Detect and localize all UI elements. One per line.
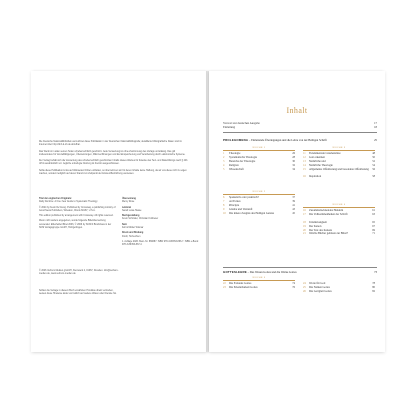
- chapter-page: 61: [372, 209, 375, 212]
- chapter-page: 80: [372, 285, 375, 289]
- toc-front-title: Vorwort zur deutschen Ausgabe: [223, 121, 260, 125]
- section-label: GOTTESLEHRE: [223, 270, 247, 274]
- chapter-title: Die innere Zeugnis des Heiligen Geistes: [229, 211, 275, 215]
- credit-text: Mercy Rose: [122, 201, 135, 204]
- toc-entry[interactable]: [303, 213, 375, 217]
- chapter-title: Die Namen Gottes: [309, 285, 330, 289]
- chapter-page: 54: [372, 163, 375, 167]
- credits-right-column: [122, 198, 199, 248]
- credit-label: Buchgestaltung: [122, 215, 140, 218]
- toc-front-page: 17: [374, 121, 377, 125]
- chapter-page: 65: [372, 220, 375, 224]
- credit-text: Wenn nicht anders angegeben, wurde folgende Bibelübersetzung verwendet: Elberfelder Bibel 2006, © 2006 by SCM R.Brockhaus in der SCM Verlagsgruppe GmbH, Holzgerlingen.: [39, 220, 112, 230]
- chapter-number: 23: [223, 285, 226, 289]
- credit-label: Lektorat: [122, 206, 132, 209]
- toc-title: Inhalt: [286, 106, 308, 115]
- chapter-page: 26: [292, 152, 295, 155]
- chapter-page: 52: [372, 159, 375, 163]
- copyright-block: [39, 141, 189, 176]
- chapter-page: 48: [372, 152, 375, 155]
- chapter-number: 4: [223, 163, 225, 167]
- chapter-number: 22: [223, 282, 226, 285]
- chapter-page: 69: [372, 228, 375, 232]
- chapter-number: 12: [303, 155, 306, 159]
- credit-text: 1. Auflage 2026. Best.-Nr. 866687. ISBN 978-3-86353-866-7. ISBN e-Book: 978-3-86353-867-4: [122, 240, 199, 247]
- chapter-number: 19: [303, 224, 306, 228]
- chapter-title: Allgemeine Offenbarung und besondere Offenbarung: [309, 167, 369, 171]
- chapter-title: Ad Fontes: [229, 199, 241, 203]
- toc-front-title: Einleitung: [223, 125, 236, 129]
- toc-front-page: 18: [374, 125, 377, 129]
- chapter-page: 41: [292, 203, 295, 207]
- chapter-title: Systematische Theologie: [229, 155, 257, 159]
- right-page: [209, 71, 385, 352]
- toc-front-row: [223, 125, 377, 129]
- chapter-title: Glaube und Vernunft: [229, 207, 253, 211]
- chapter-page: 58: [372, 175, 375, 179]
- chapter-title: Die Gottgleit Gottes: [309, 289, 332, 293]
- imprint-paragraph: Das Werk ist in allen seinen Teilen urheberrechtlich geschützt. Jede Verwertung ist ohne Zustimmung des Verlags unzulässig. Das gilt insbesondere für Vervielfältigungen, Übersetzungen, Mikroverfilmungen und die Einspeicherung und Verarbeitung durch elektronische Systeme.: [39, 150, 186, 156]
- chapter-title: Der Kanon: [309, 224, 322, 228]
- chapter-number: 7: [223, 199, 225, 203]
- divider: [223, 132, 377, 133]
- chapter-number: 1: [223, 152, 225, 155]
- toc-entry[interactable]: [223, 286, 295, 290]
- chapter-number: 9: [223, 207, 225, 211]
- divider: [223, 267, 377, 268]
- section-page: 25: [374, 138, 377, 142]
- chapter-page: 45: [292, 211, 295, 215]
- toc-entry[interactable]: [303, 175, 375, 179]
- chapter-number: 13: [303, 159, 306, 163]
- chapter-page: 39: [292, 199, 295, 203]
- chapter-page: 63: [372, 212, 375, 216]
- credit-label: Titel der englischen Originals:: [39, 198, 72, 200]
- toc-entry[interactable]: [303, 290, 375, 294]
- section-subtitle: Einleitende Überlegungen und die Lehre von der Heiligen Schrift: [251, 138, 327, 142]
- chapter-number: 2: [223, 155, 225, 159]
- toc-entry[interactable]: [303, 168, 375, 172]
- chapter-title: Theologie: [229, 152, 241, 155]
- chapter-number: 17: [303, 212, 306, 216]
- credit-label: Satz: [122, 223, 127, 226]
- chapter-page: 78: [372, 282, 375, 285]
- chapter-number: 16: [303, 209, 306, 212]
- chapter-page: 43: [292, 207, 295, 211]
- chapter-page: 76: [292, 285, 295, 289]
- chapter-page: 71: [372, 232, 375, 236]
- credit-text: Sarah Luisa Hasse: [122, 209, 142, 212]
- credit-text: This edition published by arrangement with Crossway. All rights reserved.: [39, 215, 114, 218]
- credit-text: Finidr, Tschechien: [122, 235, 141, 238]
- chapter-title: Bereiche der Theologie: [229, 159, 256, 163]
- chapter-title: Fundamentale Glaubensätze: [309, 152, 341, 155]
- section-heading: GOTTESLEHRE – Das Wesen Gottes und die Werke Gottes 73: [223, 270, 377, 274]
- chapter-page: 67: [372, 224, 375, 228]
- week-heading: WOCHE 4: [303, 204, 375, 208]
- section-label: PROLEGOMENA: [223, 138, 249, 142]
- chapter-title: Natürliche und: [309, 159, 326, 163]
- week-heading: WOCHE 1: [223, 147, 295, 151]
- chapter-number: 20: [303, 228, 306, 232]
- footer-note: Sollten die Verlage in diesem Buch erwähnten Produkte direkt vertrieben, weisen diese Hinweise leider vermutlich auf weitere Waren oder Dienste hin.: [39, 290, 117, 296]
- chapter-title: Religion: [229, 163, 239, 167]
- chapter-title: Principia: [229, 203, 240, 207]
- credit-label: Druck und Bindung: [122, 232, 144, 235]
- credits-left-column: [39, 198, 122, 248]
- chapter-number: 3: [223, 159, 225, 163]
- toc-entry[interactable]: [223, 168, 295, 172]
- credit-text: © 2024 by Kevin DeYoung. Published by Crossway, a publishing ministry of Good News Publishers, Wheaton, Illinois 60187, U.S.A.: [39, 206, 116, 212]
- credit-text: Kevin Schröder, Christian Kollmeier: [122, 218, 159, 221]
- credit-text: Daily Doctrine: A One-Year Guide to Systematic Theology: [39, 201, 98, 204]
- section-page: 73: [374, 270, 377, 274]
- chapter-page: 28: [292, 155, 295, 159]
- chapter-title: Spekulativ oder praktisch?: [229, 196, 259, 199]
- chapter-number: 18: [303, 220, 306, 224]
- toc-entry[interactable]: [303, 232, 375, 236]
- chapter-title: Wissenschaft: [229, 167, 244, 171]
- chapter-number: 8: [223, 203, 225, 207]
- chapter-number: 26: [303, 289, 306, 293]
- chapter-title: Inspiration: [309, 175, 322, 179]
- chapter-page: 37: [292, 196, 295, 199]
- chapter-number: 5: [223, 167, 225, 171]
- chapter-number: 14: [303, 163, 306, 167]
- week-heading: WOCHE 2: [223, 191, 295, 195]
- section-heading: PROLEGOMENA – Einleitende Überlegungen und die Lehre von der Heiligen Schrift 25: [223, 138, 377, 142]
- chapter-page: 82: [372, 289, 375, 293]
- chapter-title: Zusammenwirkendes Handeln: [309, 209, 344, 212]
- imprint-paragraph: Sollte diese Publikation Links auf Webseiten Dritter enthalten, so übernehmen wir für deren Inhalte keine Haftung, da wir uns diese nicht zu eigen machen, sondern lediglich auf deren Stand zum Zeitpunkt der Erstveröffentlichung verweisen.: [39, 169, 187, 176]
- chapter-number: 11: [303, 152, 306, 155]
- imprint-paragraph: Der Verlag behält sich die Verwertung des urheberrechtlich geschützten Inhalts dieses Werkes für Zwecke des Text- und Data-Minings nach § 44b UrhG ausdrücklich vor. Jegliche unbefugte Nutzung ist hiermit ausgeschlossen.: [39, 160, 188, 166]
- chapter-page: 50: [372, 155, 375, 159]
- chapter-title: Die Erkennbarkeit Gottes: [229, 285, 258, 289]
- chapter-number: 10: [223, 211, 226, 215]
- chapter-number: 25: [303, 285, 306, 289]
- week-heading: WOCHE 3: [303, 147, 375, 151]
- left-page: [31, 71, 207, 352]
- chapter-title: Natürliche Theologie: [309, 163, 333, 167]
- chapter-title: Welche Bücher gehören zur Bibel?: [309, 232, 349, 236]
- chapter-page: 74: [292, 282, 295, 285]
- chapter-title: Worte für Gott: [309, 282, 326, 285]
- section-subtitle: Das Wesen Gottes und die Werke Gottes: [249, 270, 297, 274]
- chapter-number: 24: [303, 282, 306, 285]
- credits-block: [39, 198, 199, 248]
- toc-entry[interactable]: [223, 212, 295, 216]
- chapter-title: Irrtumslosigkeit: [309, 220, 327, 224]
- chapter-number: 15: [303, 167, 306, 171]
- imprint-paragraph: Die Deutsche Nationalbibliothek verzeichnet diese Publikation in der Deutschen Nationalbibliografie; detaillierte bibliografische Daten sind im Internet über http://dnb.d-nb.de abrufbar.: [39, 141, 182, 147]
- chapter-page: 34: [292, 167, 295, 171]
- week-heading: WOCHE 5: [223, 277, 295, 281]
- credit-text: Fell & Mütter Wismar: [122, 227, 144, 230]
- publisher-block: © 2026 Verbum Medien gGmbH, Kiemwerk 2, 01067, Dresden. info@verbum-medien.de, www.verbum-medien.de: [39, 270, 119, 276]
- chapter-number: 16: [303, 175, 306, 179]
- chapter-page: 56: [372, 167, 375, 171]
- credit-label: Übersetzung: [122, 198, 136, 200]
- chapter-number: 21: [303, 232, 306, 236]
- chapter-number: 6: [223, 196, 225, 199]
- chapter-page: 32: [292, 163, 295, 167]
- chapter-page: 30: [292, 159, 295, 163]
- chapter-title: Die Vollkommenheiten der Schrift: [309, 212, 348, 216]
- chapter-title: Die Existenz Gottes: [229, 282, 252, 285]
- chapter-title: Gott erkennen: [309, 155, 325, 159]
- chapter-title: Der Test des Kanons: [309, 228, 333, 232]
